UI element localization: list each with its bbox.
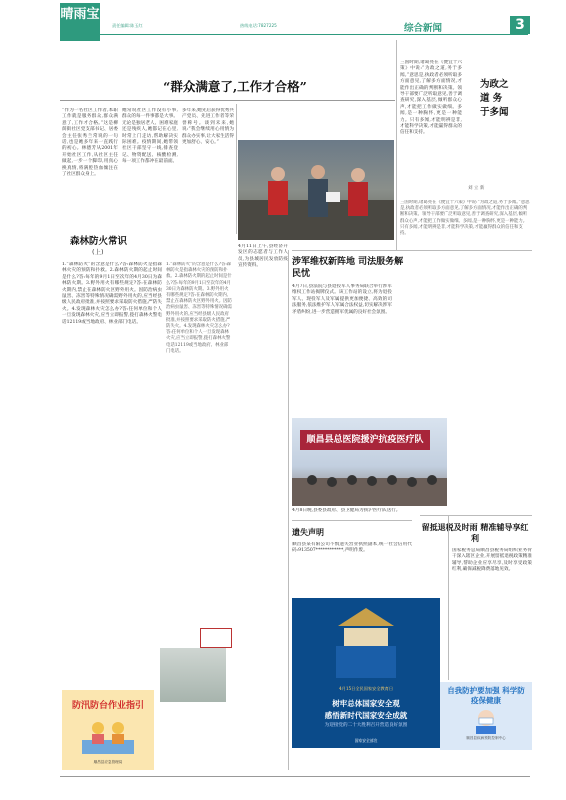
- flood-safety-ad: [62, 690, 154, 770]
- security-emblem-icon: [336, 606, 396, 678]
- column-rule: [288, 250, 289, 770]
- opinion-body-cont: 三国时期,诸葛亮在《便宜十六策》中说:“为政之道,务于多闻。”意思是,执政者必须听取多方面意见,了解多方面情况,才能作出正确的判断和决策。领导干部要广泛听取意见,善于调查研究,深入基层,倾听群众心声,才能把工作做实做细。多闻,是一种胸怀,更是一种能力。只有多闻,才能明辨是非,才能科学决策,才能赢得群众的信任和支持。: [400, 200, 530, 237]
- epidemic-prevention-ad: [440, 682, 532, 750]
- stamp-graphic: [200, 628, 232, 648]
- notice-title: 遗失声明: [292, 527, 324, 537]
- page-number: 3: [510, 16, 530, 34]
- notice-body: 顺昌县某有限公司不慎遗失营业执照副本,统一社会信用代码:913507************,声明作废。: [292, 542, 412, 554]
- medical-ad-title: 自我防护要加强 科学防疫保健康: [447, 686, 525, 705]
- main-article-col1: “作为一名社区工作者,本职工作就是服务群众,群众满意了,工作才合格。”这是柳荫街社区党支部书记、居委会主任张秀兰常说的一句话,也是她多年来一直践行的初心。林德芳从2001年开始社区工作,从社区主任做起,一步一个脚印,用真心换真情,将满腔热血倾注在了社区群众身上。: [62, 108, 118, 178]
- main-headline: “群众满意了,工作才合格”: [163, 79, 307, 94]
- security-ad-title3: 为迎接党的二十大胜利召开营造良好氛围: [324, 723, 408, 728]
- opinion-title: 为政之道 务于多闻: [480, 79, 509, 118]
- article-photo: [160, 648, 226, 702]
- forest-fire-body-cont: 1.“森林防火”的含意是什么?答:森林防火是指森林火灾的预防和扑救。2.森林防火期的起止时间是什么?答:每年的9月1日至次年的4月30日为森林防火期。3.野外用火有哪些规定?答:在森林防火期内,禁止在森林防火区野外用火。因防治病虫鼠害、冻害等特殊情况确需野外用火的,应当经县级人民政府批准,并按照要求采取防火措施,严防失火。4.发现森林火灾怎么办?答:任何单位和个人一旦发现森林火灾,应当立即报警,拨打森林火警电话12119或当地政府、林业部门电话。: [166, 262, 232, 354]
- masthead-rule: [60, 34, 528, 35]
- opinion-author: 刘 立 新: [468, 186, 485, 191]
- security-ad-date: 4月15日全民国家安全教育日: [338, 686, 394, 691]
- forest-fire-subtitle: (上): [92, 248, 104, 256]
- medical-team-banner: 顺昌县总医院援沪抗疫医疗队: [300, 430, 430, 450]
- judicial-body: 4月7日,县法院与县退役军人事务局联合举行涉军维权工作站揭牌仪式。该工作站的设立,将为退役军人、现役军人及军属提供更加便捷、高效的司法服务,依法维护军人军属合法权益,切实解决涉军矛盾纠纷,进一步营造拥军优属的良好社会氛围。: [292, 284, 392, 315]
- medical-ad-footer: 顺昌县疾病预防控制中心: [466, 736, 506, 740]
- security-ad-title1: 树牢总体国家安全观: [332, 699, 400, 708]
- editor-line: 责任编辑:陈玉红: [112, 23, 143, 28]
- photo1-caption: 4月11日上午,县经济开发区的志愿者与工作人员,为县城居民发放防疫宣传资料。: [238, 244, 288, 269]
- section-rule: [420, 515, 532, 516]
- forest-fire-body: 1.“森林防火”的含意是什么?答:森林防火是指森林火灾的预防和扑救。2.森林防火期的起止时间是什么?答:每年的9月1日至次年的4月30日为森林防火期。3.野外用火有哪些规定?答:在森林防火期内,禁止在森林防火区野外用火。因防治病虫鼠害、冻害等特殊情况确需野外用火的,应当经县级人民政府批准,并按照要求采取防火措施,严防失火。4.发现森林火灾怎么办?答:任何单位和个人一旦发现森林火灾,应当立即报警,拨打森林火警电话12119或当地政府、林业部门电话。: [62, 262, 162, 325]
- tax-refund-body: 国家税务总局顺昌县税务局组织业务骨干深入辖区企业,开展留抵退税政策精准辅导,帮助企业应享尽享,及时享受政策红利,确保减税降费落地见效。: [452, 548, 532, 573]
- opinion-body: 三国时期,诸葛亮在《便宜十六策》中说:“为政之道,务于多闻。”意思是,执政者必须听取多方面意见,了解多方面情况,才能作出正确的判断和决策。领导干部要广泛听取意见,善于调查研究,深入基层,倾听群众心声,才能把工作做实做细。多闻,是一种胸怀,更是一种能力。只有多闻,才能明辨是非,才能科学决策,才能赢得群众的信任和支持。: [400, 60, 462, 136]
- flood-ad-sub: 顺昌县应急管理局: [93, 760, 123, 764]
- main-article-col2: 她常说社区工作没有小事,群众的每一件事都是大事。无论是独居老人、困难家庭还是残疾人,她都记在心里,时常上门走访,帮助解决实际困难。疫情期间,她带领社区干部坚守一线,排查登记、物资配送、核酸检测,每一项工作都冲在最前面。: [122, 108, 178, 165]
- security-ad-title2: 感悟新时代国家安全成就: [324, 711, 408, 720]
- newspaper-logo: 晴雨宝: [60, 3, 100, 41]
- people-illustration: [238, 140, 394, 240]
- headline-rule: [60, 100, 395, 101]
- volunteers-photo: [238, 140, 394, 240]
- column-rule: [396, 40, 397, 250]
- hotline: 热线电话:7827225: [240, 23, 277, 28]
- section-rule: [292, 250, 532, 251]
- page-bottom-rule: [60, 776, 530, 777]
- column-rule: [236, 104, 237, 234]
- column-rule: [448, 515, 449, 680]
- flood-ad-title: 防汛防台作业指引: [71, 701, 144, 711]
- national-security-ad: [292, 598, 440, 748]
- masthead: [0, 0, 566, 42]
- main-article-col3: 多年来,她先后获得优秀共产党员、先进工作者等荣誉称号。谈到未来,她说:“我会继续用心用情为群众办实事,让大家生活得更加舒心、安心。”: [182, 108, 234, 146]
- security-ad-footer: 国家安全部宣: [354, 738, 378, 743]
- tax-refund-headline: 留抵退税及时雨 精准辅导享红利: [421, 522, 529, 543]
- section-title: 综合新闻: [404, 23, 443, 34]
- judicial-headline: 涉军维权新阵地 司法服务解民忧: [292, 257, 404, 279]
- section-rule: [292, 520, 412, 521]
- forest-fire-title: 森林防火常识: [70, 236, 128, 247]
- rescue-scene-icon: [82, 714, 134, 754]
- photo2-caption: 4月8日晚,县委县政府、县卫健局为援沪医疗队送行。: [292, 508, 401, 513]
- mask-person-icon: [466, 708, 506, 734]
